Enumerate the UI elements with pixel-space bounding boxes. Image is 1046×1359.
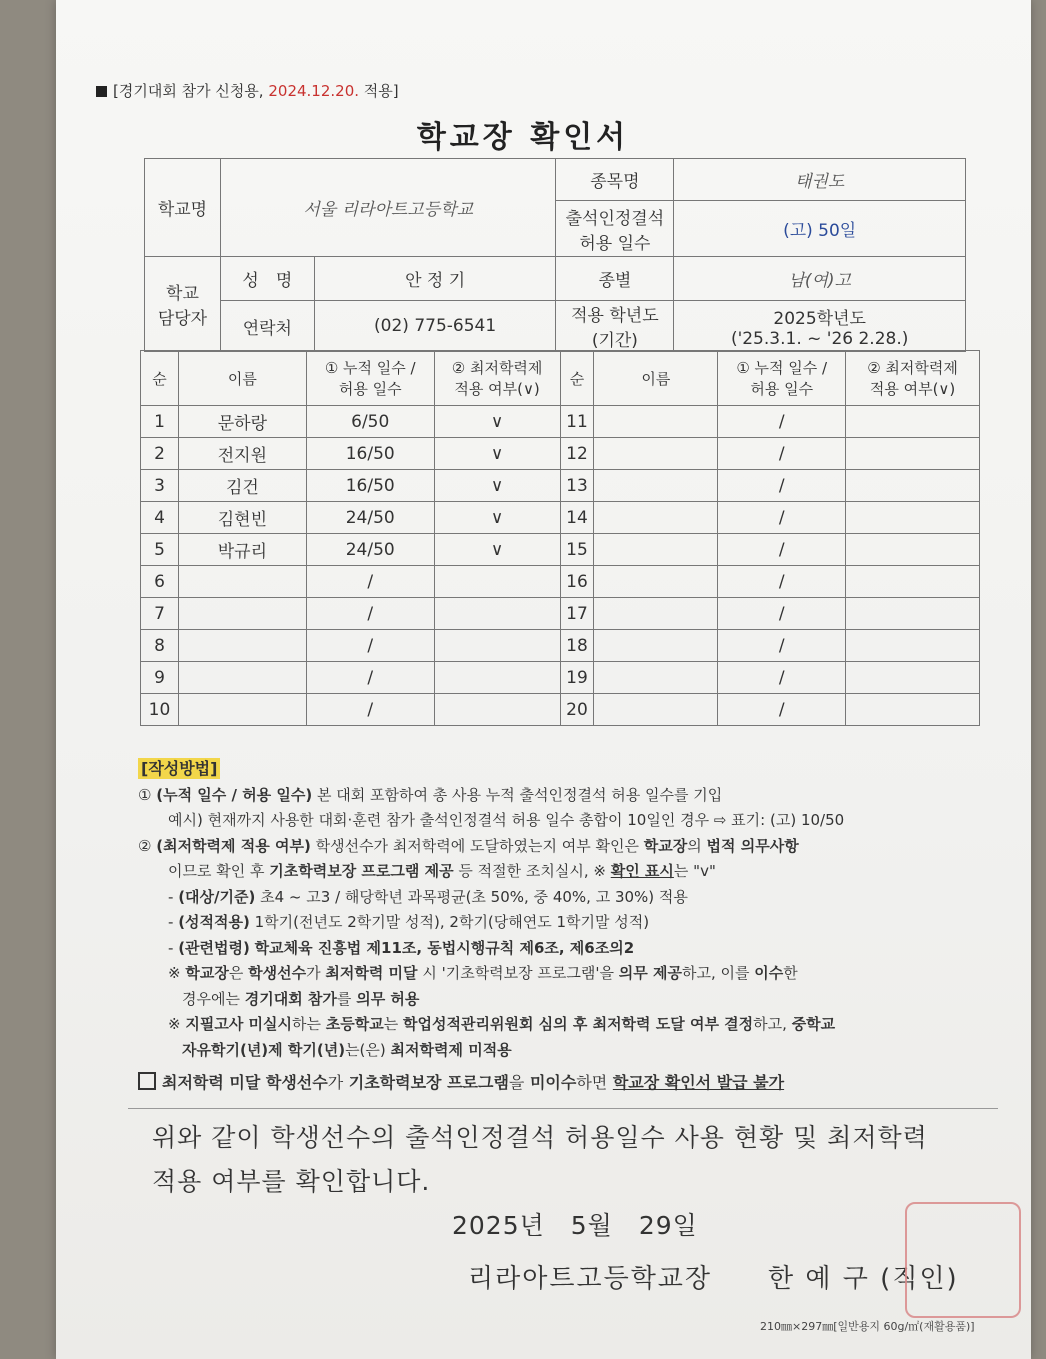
row-no: 9	[141, 662, 179, 694]
row-days-2: /	[718, 406, 846, 438]
row-days: /	[306, 662, 434, 694]
row-name-2	[594, 630, 718, 662]
row-check-2	[846, 406, 980, 438]
row-check-2	[846, 470, 980, 502]
row-check: ∨	[434, 534, 560, 566]
row-days: /	[306, 598, 434, 630]
row-name	[178, 566, 306, 598]
row-days: 6/50	[306, 406, 434, 438]
row-name-2	[594, 662, 718, 694]
instructions	[138, 755, 1008, 1096]
row-no: 1	[141, 406, 179, 438]
instruction-line: - (대상/기준) 초4 ~ 고3 / 해당학년 과목평균(초 50%, 중 40%, 고 30%) 적용	[168, 887, 688, 906]
row-name-2	[594, 598, 718, 630]
row-days: /	[306, 566, 434, 598]
instructions-tag: [작성방법]	[138, 758, 220, 779]
row-no: 3	[141, 470, 179, 502]
row-check	[434, 630, 560, 662]
student-rows	[141, 406, 980, 726]
row-days: /	[306, 630, 434, 662]
warning-box-icon	[138, 1072, 156, 1090]
table-header-row	[141, 351, 980, 406]
header-note-date: 2024.12.20.	[268, 82, 360, 100]
header-min-2: ② 최저학력제 적용 여부(∨)	[846, 351, 980, 406]
row-days: 24/50	[306, 502, 434, 534]
row-check	[434, 598, 560, 630]
row-name: 김현빈	[178, 502, 306, 534]
row-check: ∨	[434, 406, 560, 438]
row-no-2: 13	[560, 470, 594, 502]
row-days: 24/50	[306, 534, 434, 566]
table-row	[141, 598, 980, 630]
row-no: 4	[141, 502, 179, 534]
row-no-2: 19	[560, 662, 594, 694]
confirmation-text: 위와 같이 학생선수의 출석인정결석 허용일수 사용 현황 및 최저학력 적용 여부를 확인합니다.	[152, 1123, 928, 1196]
table-row	[141, 566, 980, 598]
table-row	[141, 470, 980, 502]
row-name: 박규리	[178, 534, 306, 566]
instruction-line: ※ 학교장은 학생선수가 최저학력 미달 시 '기초학력보장 프로그램'을 의무 제공하고, 이를 이수한	[168, 964, 798, 982]
row-check-2	[846, 598, 980, 630]
row-days-2: /	[718, 470, 846, 502]
contact-value: (02) 775-6541	[314, 301, 556, 352]
row-no-2: 11	[560, 406, 594, 438]
header-min: ② 최저학력제 적용 여부(∨)	[434, 351, 560, 406]
header-note: [경기대회 참가 신청용, 2024.12.20. 적용]	[96, 80, 399, 101]
paper-spec-footer: 210㎜×297㎜[일반용지 60g/㎡(재활용품)]	[760, 1320, 975, 1333]
row-days-2: /	[718, 438, 846, 470]
row-name-2	[594, 694, 718, 726]
row-check-2	[846, 662, 980, 694]
row-days-2: /	[718, 566, 846, 598]
row-name-2	[594, 406, 718, 438]
instruction-line: ② (최저학력제 적용 여부) 학생선수가 최저학력에 도달하였는지 여부 확인은 학교장의 법적 의무사항	[138, 836, 799, 855]
row-check	[434, 662, 560, 694]
header-no-2: 순	[560, 351, 594, 406]
year-label: 적용 학년도 (기간)	[556, 301, 674, 352]
student-table	[140, 350, 980, 726]
row-name-2	[594, 470, 718, 502]
row-name: 문하랑	[178, 406, 306, 438]
row-days-2: /	[718, 534, 846, 566]
event-value: 태권도	[674, 159, 966, 201]
allowed-days-value: (고) 50일	[674, 201, 966, 257]
row-name: 전지원	[178, 438, 306, 470]
year-value: 2025학년도 ('25.3.1. ~ '26 2.28.)	[674, 301, 966, 352]
row-check-2	[846, 534, 980, 566]
event-label: 종목명	[556, 159, 674, 201]
instruction-line: 예시) 현재까지 사용한 대회·훈련 참가 출석인정결석 허용 일수 총합이 10일인 경우 ⇨ 표기: (고) 10/50	[168, 811, 845, 829]
header-days-2: ① 누적 일수 / 허용 일수	[718, 351, 846, 406]
name-value: 안 정 기	[314, 257, 556, 301]
row-name-2	[594, 502, 718, 534]
row-no-2: 20	[560, 694, 594, 726]
row-check-2	[846, 438, 980, 470]
instruction-line: 자유학기(년)제 학기(년)는(은) 최저학력제 미적용	[182, 1040, 512, 1059]
header-name: 이름	[178, 351, 306, 406]
row-name-2	[594, 566, 718, 598]
instruction-line: ※ 지필고사 미실시하는 초등학교는 학업성적관리위원회 심의 후 최저학력 도달 여부 결정하고, 중학교	[168, 1015, 836, 1033]
row-no-2: 17	[560, 598, 594, 630]
row-name	[178, 694, 306, 726]
instruction-line: ① (누적 일수 / 허용 일수) 본 대회 포함하여 총 사용 누적 출석인정결석 허용 일수를 기입	[138, 785, 723, 804]
row-name	[178, 662, 306, 694]
row-days-2: /	[718, 630, 846, 662]
row-check-2	[846, 694, 980, 726]
instruction-line: - (성적적용) 1학기(전년도 2학기말 성적), 2학기(당해연도 1학기말 성적)	[168, 913, 650, 931]
row-no-2: 14	[560, 502, 594, 534]
table-row	[141, 406, 980, 438]
row-no: 8	[141, 630, 179, 662]
warning-line: 최저학력 미달 학생선수가 기초학력보장 프로그램을 미이수하면 학교장 확인서 발급 불가	[138, 1069, 1008, 1096]
row-check	[434, 566, 560, 598]
row-name: 김건	[178, 470, 306, 502]
gender-value: 남(여)고	[674, 257, 966, 301]
header-name-2: 이름	[594, 351, 718, 406]
row-check: ∨	[434, 470, 560, 502]
allowed-days-label: 출석인정결석 허용 일수	[556, 201, 674, 257]
square-bullet-icon	[96, 86, 107, 97]
row-no-2: 12	[560, 438, 594, 470]
manager-label: 학교 담당자	[145, 257, 221, 352]
row-name	[178, 630, 306, 662]
row-check: ∨	[434, 502, 560, 534]
row-no-2: 15	[560, 534, 594, 566]
row-no: 5	[141, 534, 179, 566]
instruction-line: - (관련법령) 학교체육 진흥법 제11조, 동법시행규칙 제6조, 제6조의2	[168, 938, 635, 957]
name-label: 성 명	[220, 257, 314, 301]
row-no: 10	[141, 694, 179, 726]
instruction-line: 이므로 확인 후 기초학력보장 프로그램 제공 등 적절한 조치실시, ※ 확인 표시는 "v"	[168, 862, 716, 880]
table-row	[141, 438, 980, 470]
table-row	[141, 630, 980, 662]
header-no: 순	[141, 351, 179, 406]
row-name-2	[594, 534, 718, 566]
row-no: 2	[141, 438, 179, 470]
row-days-2: /	[718, 694, 846, 726]
row-check: ∨	[434, 438, 560, 470]
instruction-line: 경우에는 경기대회 참가를 의무 허용	[182, 989, 420, 1008]
row-check	[434, 694, 560, 726]
row-check-2	[846, 502, 980, 534]
row-no-2: 16	[560, 566, 594, 598]
table-row	[141, 662, 980, 694]
row-days-2: /	[718, 502, 846, 534]
row-days: /	[306, 694, 434, 726]
row-no: 6	[141, 566, 179, 598]
row-days: 16/50	[306, 438, 434, 470]
section-divider	[128, 1108, 998, 1109]
table-row	[141, 694, 980, 726]
row-name-2	[594, 438, 718, 470]
issue-date: 2025년 5월 29일	[452, 1211, 698, 1240]
row-days-2: /	[718, 598, 846, 630]
table-row	[141, 502, 980, 534]
row-name	[178, 598, 306, 630]
document-title: 학교장 확인서	[416, 120, 630, 155]
header-days: ① 누적 일수 / 허용 일수	[306, 351, 434, 406]
row-days: 16/50	[306, 470, 434, 502]
table-row	[141, 534, 980, 566]
row-days-2: /	[718, 662, 846, 694]
school-value: 서울 리라아트고등학교	[220, 159, 556, 257]
gender-label: 종별	[556, 257, 674, 301]
official-seal-icon	[905, 1202, 1021, 1318]
info-table	[144, 158, 966, 352]
row-check-2	[846, 566, 980, 598]
row-no-2: 18	[560, 630, 594, 662]
school-label: 학교명	[145, 159, 221, 257]
row-no: 7	[141, 598, 179, 630]
row-check-2	[846, 630, 980, 662]
contact-label: 연락처	[220, 301, 314, 352]
principal-signature: 리라아트고등학교장 한 예 구 (직인)	[468, 1264, 959, 1294]
